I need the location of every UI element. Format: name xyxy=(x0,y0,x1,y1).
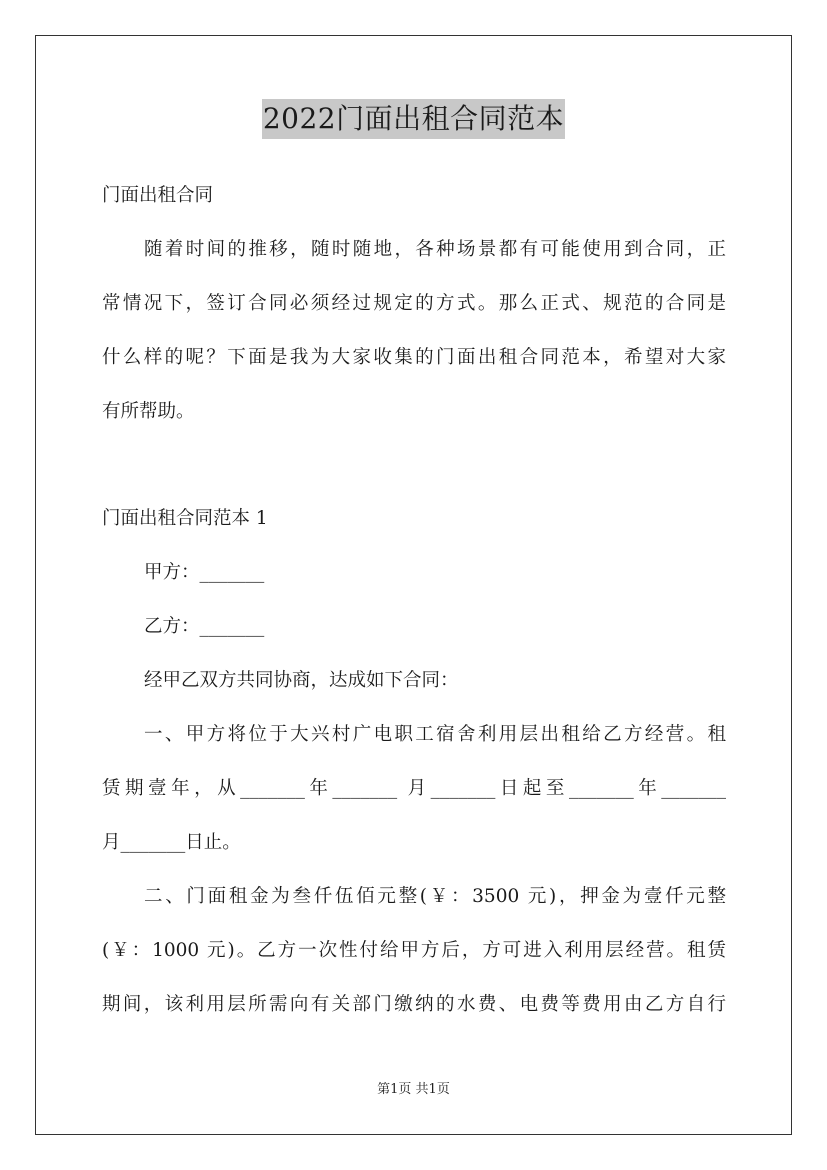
text-line: 甲方：_______ xyxy=(144,562,265,583)
text-line: (￥：1000 元)。乙方一次性付给甲方后，方可进入利用层经营。租赁 xyxy=(102,940,726,961)
text-line: 门面出租合同范本 1 xyxy=(102,508,268,529)
text-line: 经甲乙双方共同协商，达成如下合同： xyxy=(144,670,459,691)
text-line: 常情况下，签订合同必须经过规定的方式。那么正式、规范的合同是 xyxy=(102,293,726,314)
text-line: 一、甲方将位于大兴村广电职工宿舍利用层出租给乙方经营。租 xyxy=(144,724,726,745)
text-line: 期间，该利用层所需向有关部门缴纳的水费、电费等费用由乙方自行 xyxy=(102,994,726,1015)
page-footer: 第1页 共1页 xyxy=(377,1082,450,1097)
blank-line xyxy=(102,439,726,492)
text-line: 有所帮助。 xyxy=(102,401,195,422)
text-line: 二、门面租金为叁仟伍佰元整(￥：3500 元)，押金为壹仟元整 xyxy=(144,886,726,907)
document-body xyxy=(102,169,726,1032)
text-line: 门面出租合同 xyxy=(102,185,214,206)
text-line: 什么样的呢？下面是我为大家收集的门面出租合同范本，希望对大家 xyxy=(102,347,726,368)
document-title: 2022门面出租合同范本 xyxy=(262,99,565,139)
title-container xyxy=(0,99,827,139)
text-line: 月_______日止。 xyxy=(102,832,241,853)
text-line: 随着时间的推移，随时随地，各种场景都有可能使用到合同，正 xyxy=(144,239,726,260)
text-line: 乙方：_______ xyxy=(144,616,265,637)
text-line: 赁期壹年，从_______年_______ 月_______日起至_______年_______ xyxy=(102,778,726,799)
